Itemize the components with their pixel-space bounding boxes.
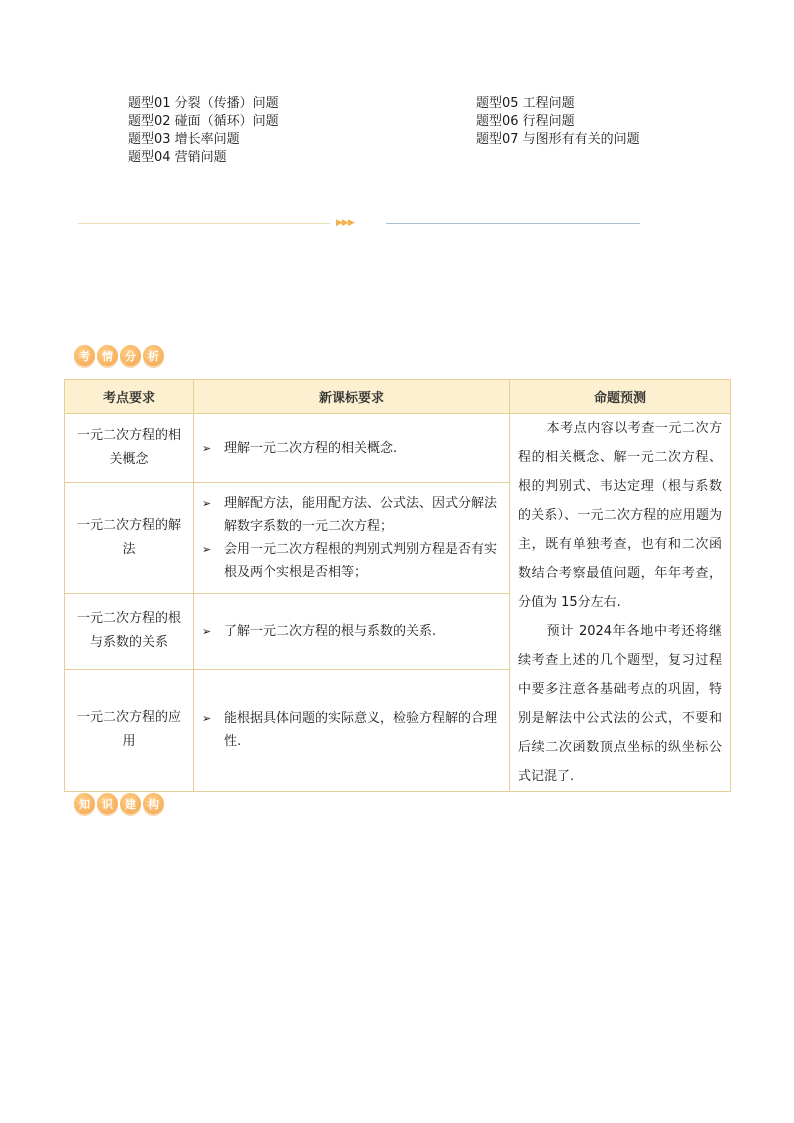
arrow-bullet-icon: ➢ — [202, 543, 212, 557]
toc-item-03[interactable]: 题型03 增长率问题 — [128, 132, 240, 147]
curriculum-cell — [194, 483, 510, 594]
curriculum-cell — [194, 414, 510, 483]
bullet-item — [200, 707, 501, 753]
key-point-cell: 一元二次方程的应用 — [65, 669, 194, 791]
prediction-paragraph-1: 本考点内容以考查一元二次方程的相关概念、解一元二次方程、根的判别式、韦达定理（根与系数的关系）、一元二次方程的应用题为主，既有单独考查，也有和二次函数结合考察最值问题，年年考查，分值为 15分左右. — [518, 421, 722, 610]
badge-char: 建 — [120, 793, 141, 814]
toc-item-05[interactable]: 题型05 工程问题 — [476, 96, 575, 111]
section-divider — [78, 218, 640, 230]
bullet-text: 理解配方法，能用配方法、公式法、因式分解法解数字系数的一元二次方程； — [224, 496, 498, 535]
divider-arrows-icon: ▶▶▶ — [336, 218, 354, 228]
header-prediction: 命题预测 — [510, 380, 731, 414]
toc-item-04[interactable]: 题型04 营销问题 — [128, 150, 227, 165]
bullet-item — [200, 492, 501, 538]
table-header-row — [65, 380, 731, 414]
badge-char: 分 — [120, 345, 141, 366]
divider-line-right — [386, 223, 640, 224]
arrow-bullet-icon: ➢ — [202, 497, 212, 511]
badge-char: 析 — [143, 345, 164, 366]
exam-analysis-table — [64, 379, 731, 792]
divider-line-left — [78, 223, 330, 224]
bullet-text: 了解一元二次方程的根与系数的关系. — [224, 623, 437, 639]
toc-right-column — [476, 95, 640, 149]
toc-item-07[interactable]: 题型07 与图形有有关的问题 — [476, 132, 640, 147]
bullet-text: 会用一元二次方程根的判别式判别方程是否有实根及两个实根是否相等； — [224, 542, 498, 581]
arrow-bullet-icon: ➢ — [202, 624, 212, 638]
key-point-cell: 一元二次方程的根与系数的关系 — [65, 593, 194, 669]
curriculum-cell — [194, 669, 510, 791]
bullet-item — [200, 538, 501, 584]
toc-item-02[interactable]: 题型02 碰面（循环）问题 — [128, 114, 279, 129]
header-key-point: 考点要求 — [65, 380, 194, 414]
knowledge-structure-badge — [74, 793, 164, 819]
arrow-bullet-icon: ➢ — [202, 441, 212, 455]
prediction-paragraph-2: 预计 2024年各地中考还将继续考查上述的几个题型，复习过程中要多注意各基础考点的巩固，特别是解法中公式法的公式，不要和后续二次函数顶点坐标的纵坐标公式记混了. — [518, 624, 722, 784]
arrow-bullet-icon: ➢ — [202, 712, 212, 726]
toc-item-06[interactable]: 题型06 行程问题 — [476, 114, 575, 129]
bullet-item — [200, 620, 501, 643]
exam-analysis-badge — [74, 345, 164, 371]
bullet-text: 能根据具体问题的实际意义，检验方程解的合理性. — [224, 711, 498, 750]
badge-char: 知 — [74, 793, 95, 814]
toc-left-column — [128, 95, 279, 167]
prediction-cell — [510, 414, 731, 792]
header-curriculum: 新课标要求 — [194, 380, 510, 414]
bullet-item — [200, 437, 501, 460]
badge-char: 识 — [97, 793, 118, 814]
badge-char: 构 — [143, 793, 164, 814]
key-point-cell: 一元二次方程的相关概念 — [65, 414, 194, 483]
table-row — [65, 414, 731, 483]
curriculum-cell — [194, 593, 510, 669]
badge-char: 情 — [97, 345, 118, 366]
toc-item-01[interactable]: 题型01 分裂（传播）问题 — [128, 96, 279, 111]
bullet-text: 理解一元二次方程的相关概念. — [224, 440, 398, 456]
badge-char: 考 — [74, 345, 95, 366]
key-point-cell: 一元二次方程的解法 — [65, 483, 194, 594]
